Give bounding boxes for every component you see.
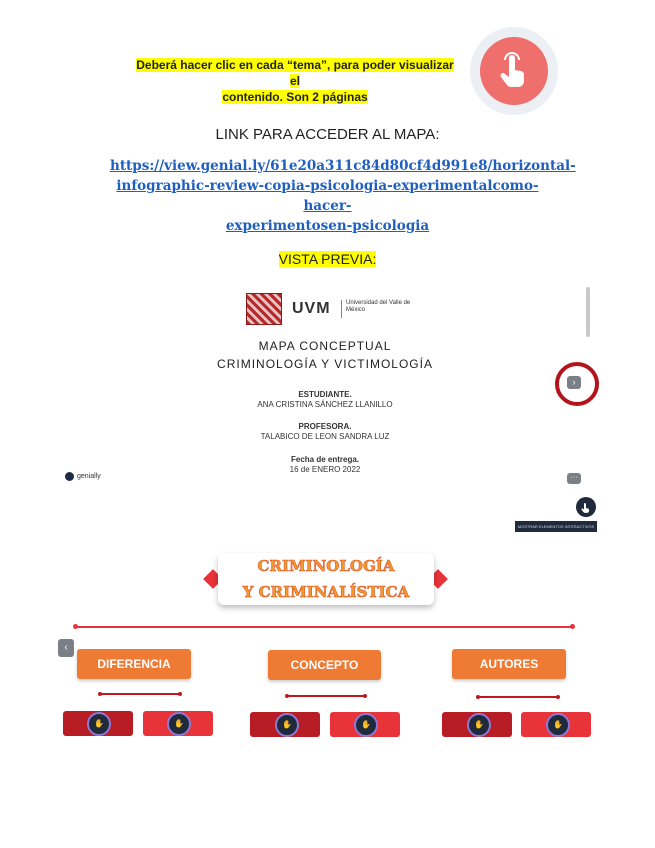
university-name: Universidad del Valle de México bbox=[346, 300, 411, 313]
logo-divider bbox=[341, 300, 342, 318]
preview-title-line-1: MAPA CONCEPTUAL bbox=[258, 339, 392, 353]
hand-pointer-icon[interactable]: ✋ bbox=[546, 713, 570, 737]
sub-connector-dot bbox=[178, 692, 182, 696]
hand-pointer-icon[interactable]: ✋ bbox=[467, 713, 491, 737]
preview-title-line-2: CRIMINOLOGÍA Y VICTIMOLOGÍA bbox=[217, 357, 433, 371]
professor-label: PROFESORA. bbox=[298, 422, 352, 431]
map-link-line-3[interactable]: experimentosen-psicologia bbox=[225, 218, 430, 234]
uvm-logo-text: UVM bbox=[292, 300, 331, 317]
map-link-line-1[interactable]: https://view.genial.ly/61e20a311c84d80cf4d991e8/horizontal- bbox=[110, 158, 576, 174]
hand-pointer-icon[interactable]: ✋ bbox=[87, 712, 111, 736]
student-name: ANA CRISTINA SÁNCHEZ LLANILLO bbox=[257, 400, 393, 409]
student-block bbox=[200, 390, 450, 410]
instruction-line-2: contenido. Son 2 páginas bbox=[222, 90, 368, 104]
connector-dot bbox=[73, 624, 78, 629]
sub-connector bbox=[478, 696, 558, 698]
hand-pointer-icon[interactable]: ✋ bbox=[167, 712, 191, 736]
tap-hand-icon bbox=[480, 37, 548, 105]
date-block bbox=[200, 455, 450, 475]
sub-connector-dot bbox=[363, 694, 367, 698]
sub-connector-dot bbox=[285, 694, 289, 698]
genially-logo: genially bbox=[65, 472, 101, 481]
professor-name: TALABICO DE LEON SANDRA LUZ bbox=[260, 432, 390, 441]
professor-block bbox=[200, 422, 450, 442]
previous-page-button[interactable]: ‹ bbox=[58, 639, 74, 657]
show-interactive-button[interactable] bbox=[576, 497, 596, 517]
next-page-button[interactable]: › bbox=[567, 376, 581, 389]
instruction-text bbox=[130, 57, 460, 105]
genially-icon bbox=[65, 472, 74, 481]
preview-scrollbar[interactable] bbox=[586, 287, 590, 337]
date-value: 16 de ENERO 2022 bbox=[289, 465, 361, 474]
map-title-line-2: Y CRIMINALÍSTICA bbox=[242, 583, 410, 601]
preview-title bbox=[200, 337, 450, 373]
map-title-line-1: CRIMINOLOGÍA bbox=[257, 557, 395, 575]
map-title-banner bbox=[218, 553, 434, 605]
preview-heading: VISTA PREVIA: bbox=[278, 251, 377, 267]
sub-connector-dot bbox=[556, 695, 560, 699]
map-link[interactable] bbox=[110, 156, 576, 236]
category-concepto[interactable]: CONCEPTO bbox=[268, 650, 381, 680]
sub-connector-dot bbox=[98, 692, 102, 696]
instruction-line-1: Deberá hacer clic en cada “tema”, para poder visualizar el bbox=[136, 58, 454, 88]
hand-pointer-icon[interactable]: ✋ bbox=[275, 713, 299, 737]
interactive-tooltip: MOSTRAR ELEMENTOS INTERACTIVOS bbox=[515, 521, 597, 532]
date-label: Fecha de entrega. bbox=[290, 455, 360, 464]
university-crest-logo bbox=[246, 293, 282, 325]
hand-icon bbox=[581, 502, 591, 513]
sub-connector-dot bbox=[476, 695, 480, 699]
more-options-button[interactable]: ··· bbox=[567, 473, 581, 484]
sub-connector bbox=[287, 695, 365, 697]
connector-line bbox=[75, 626, 573, 628]
category-autores[interactable]: AUTORES bbox=[452, 649, 566, 679]
connector-dot bbox=[570, 624, 575, 629]
map-link-line-2[interactable]: infographic-review-copia-psicologia-experimentalcomo-hacer- bbox=[116, 178, 539, 214]
student-label: ESTUDIANTE. bbox=[298, 390, 352, 399]
link-heading: LINK PARA ACCEDER AL MAPA: bbox=[215, 126, 440, 143]
hand-pointer-icon[interactable]: ✋ bbox=[354, 713, 378, 737]
sub-connector bbox=[100, 693, 180, 695]
category-diferencia[interactable]: DIFERENCIA bbox=[77, 649, 191, 679]
